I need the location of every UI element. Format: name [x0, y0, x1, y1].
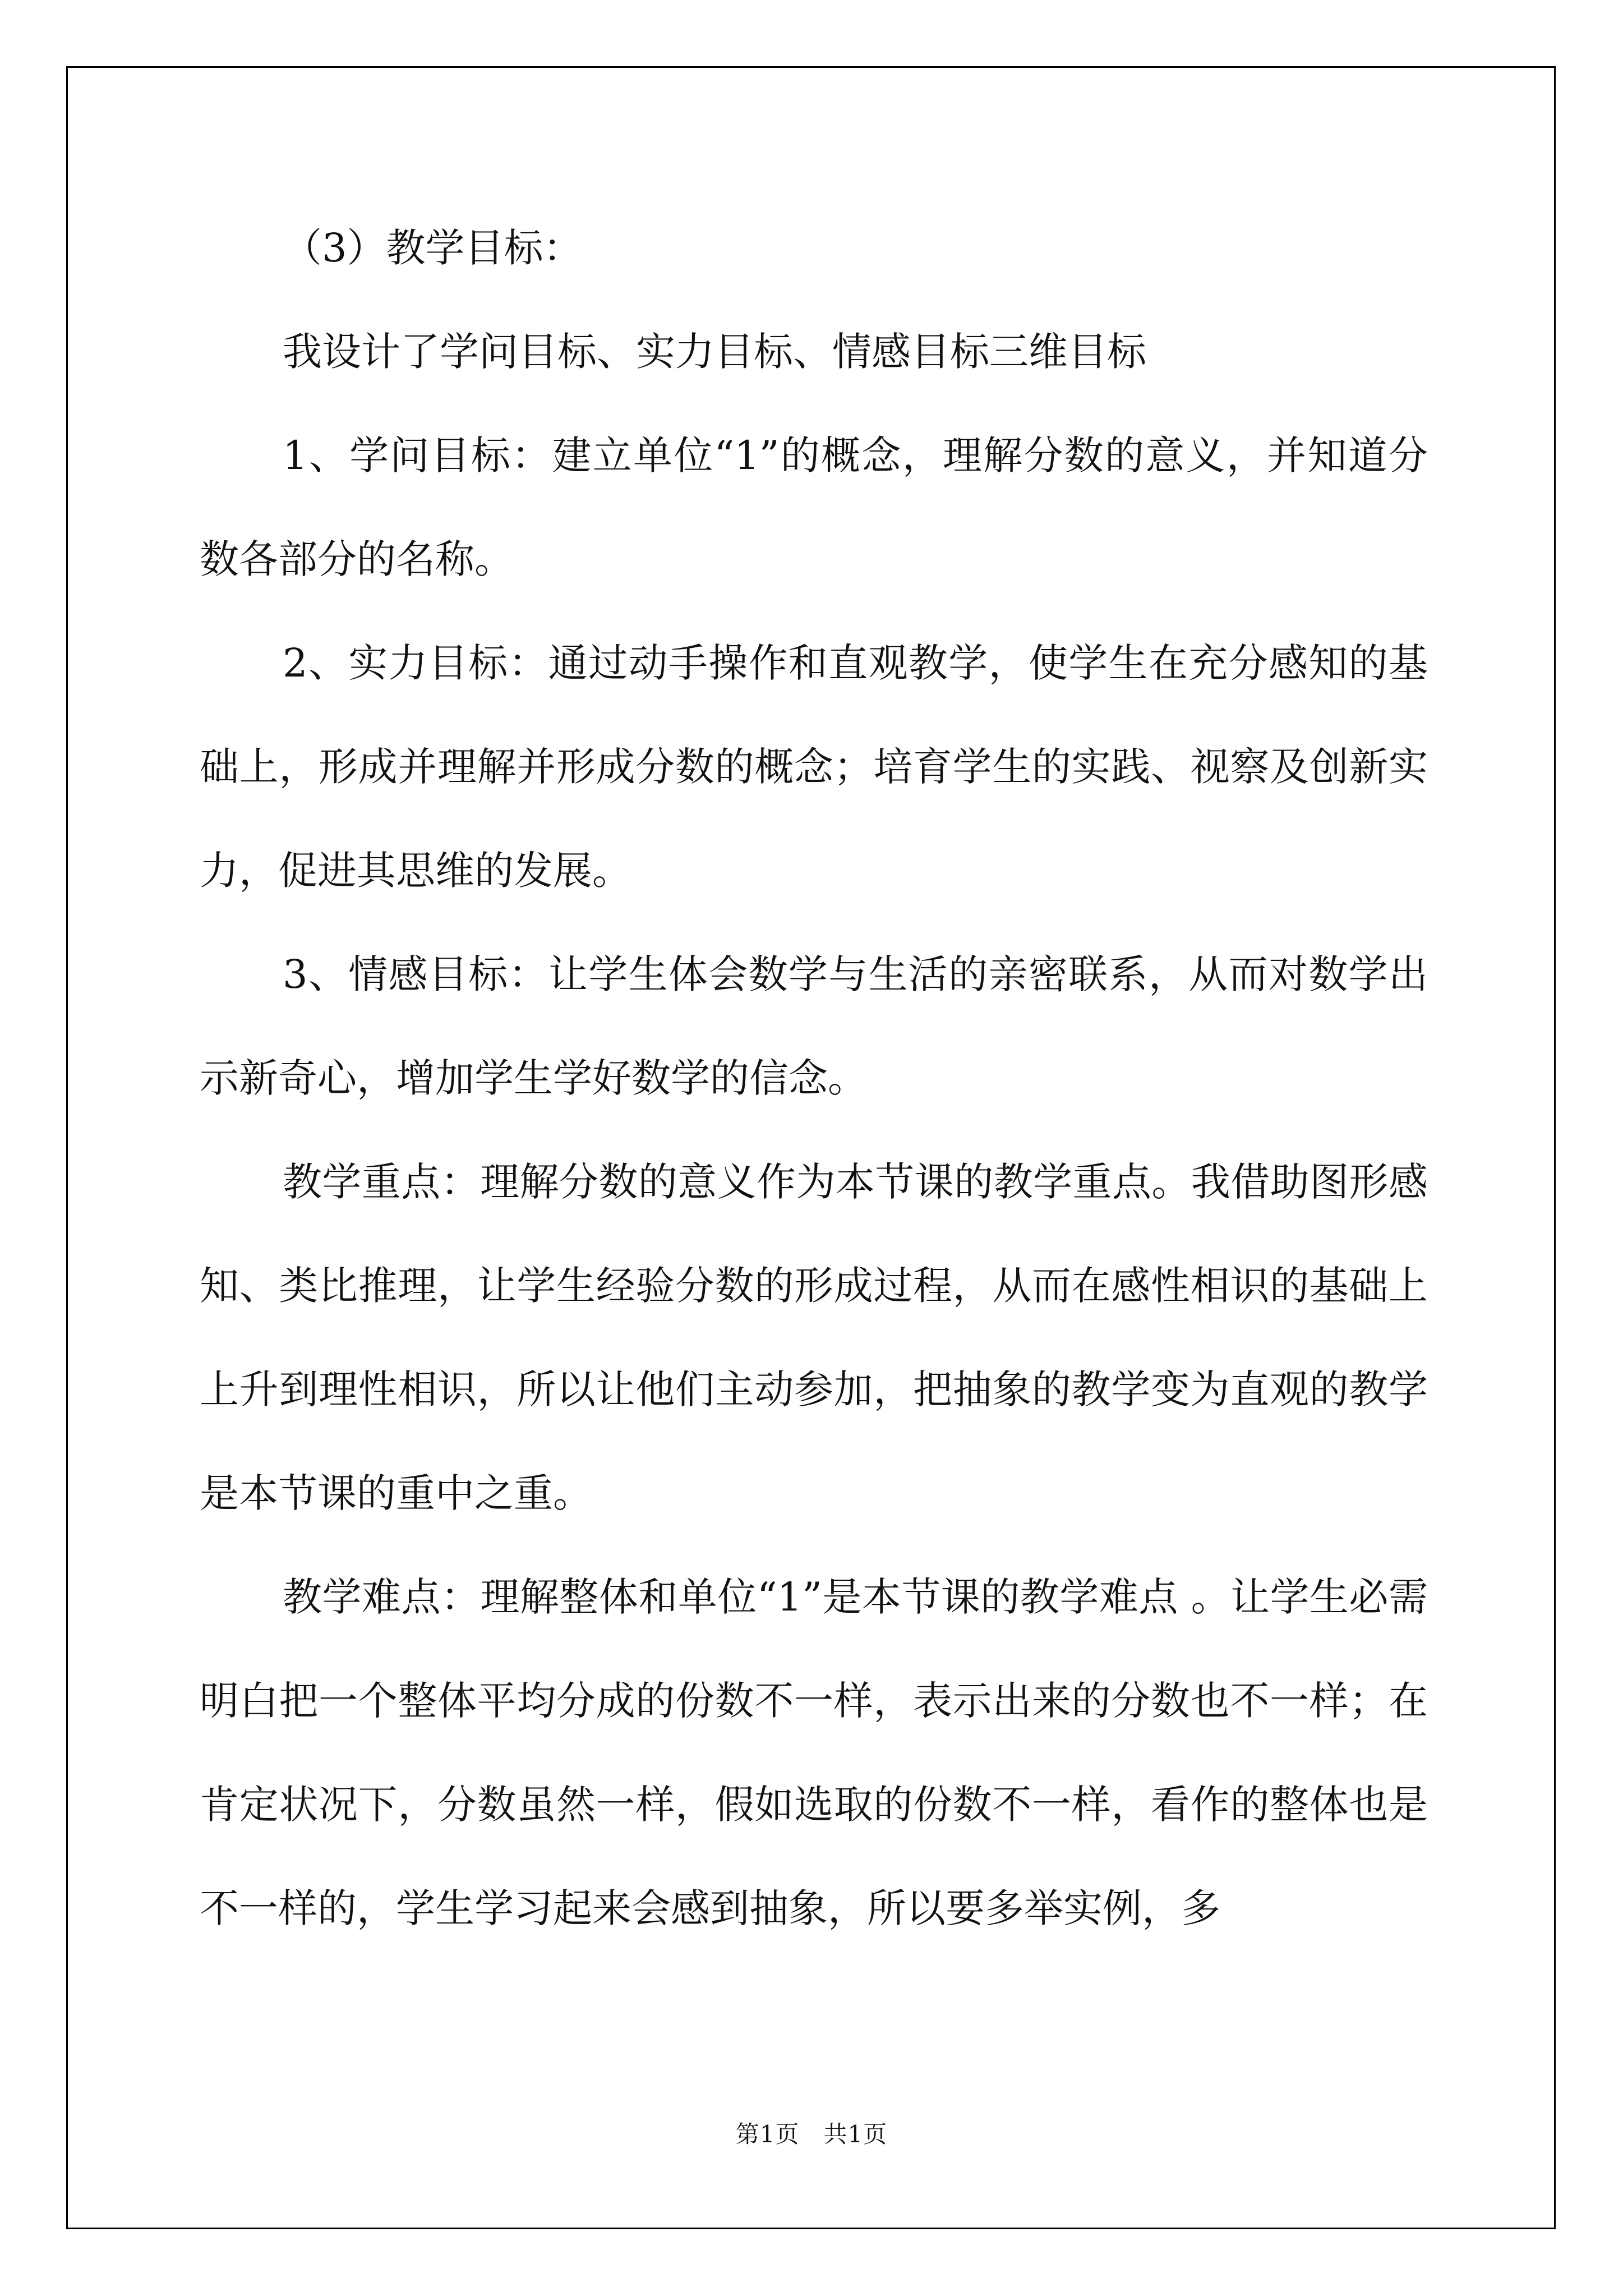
- document-body: [200, 196, 1428, 1961]
- paragraph-knowledge-goal: 1、学问目标：建立单位“1”的概念，理解分数的意义，并知道分数各部分的名称。: [200, 432, 1428, 582]
- paragraph-emotion-goal: 3、情感目标：让学生体会数学与生活的亲密联系，从而对数学出示新奇心，增加学生学好数学的信念。: [200, 951, 1428, 1101]
- paragraph-section-heading: （3）教学目标：: [283, 225, 583, 271]
- page-footer: 第1页 共1页: [735, 2120, 888, 2148]
- paragraph-intro: 我设计了学问目标、实力目标、情感目标三维目标: [283, 329, 1146, 375]
- paragraph-teaching-focus: 教学重点：理解分数的意义作为本节课的教学重点。我借助图形感知、类比推理，让学生经验分数的形成过程，从而在感性相识的基础上上升到理性相识，所以让他们主动参加，把抽象的教学变为直观的教学是本节课的重中之重。: [200, 1159, 1428, 1516]
- paragraph-ability-goal: 2、实力目标：通过动手操作和直观教学，使学生在充分感知的基础上，形成并理解并形成分数的概念；培育学生的实践、视察及创新实力，促进其思维的发展。: [200, 640, 1428, 894]
- paragraph-teaching-difficulty: 教学难点：理解整体和单位“1”是本节课的教学难点 。让学生必需明白把一个整体平均分成的份数不一样，表示出来的分数也不一样；在肯定状况下，分数虽然一样，假如选取的份数不一样，看作的整体也是不一样的，学生学习起来会感到抽象，所以要多举实例，多: [200, 1574, 1428, 1931]
